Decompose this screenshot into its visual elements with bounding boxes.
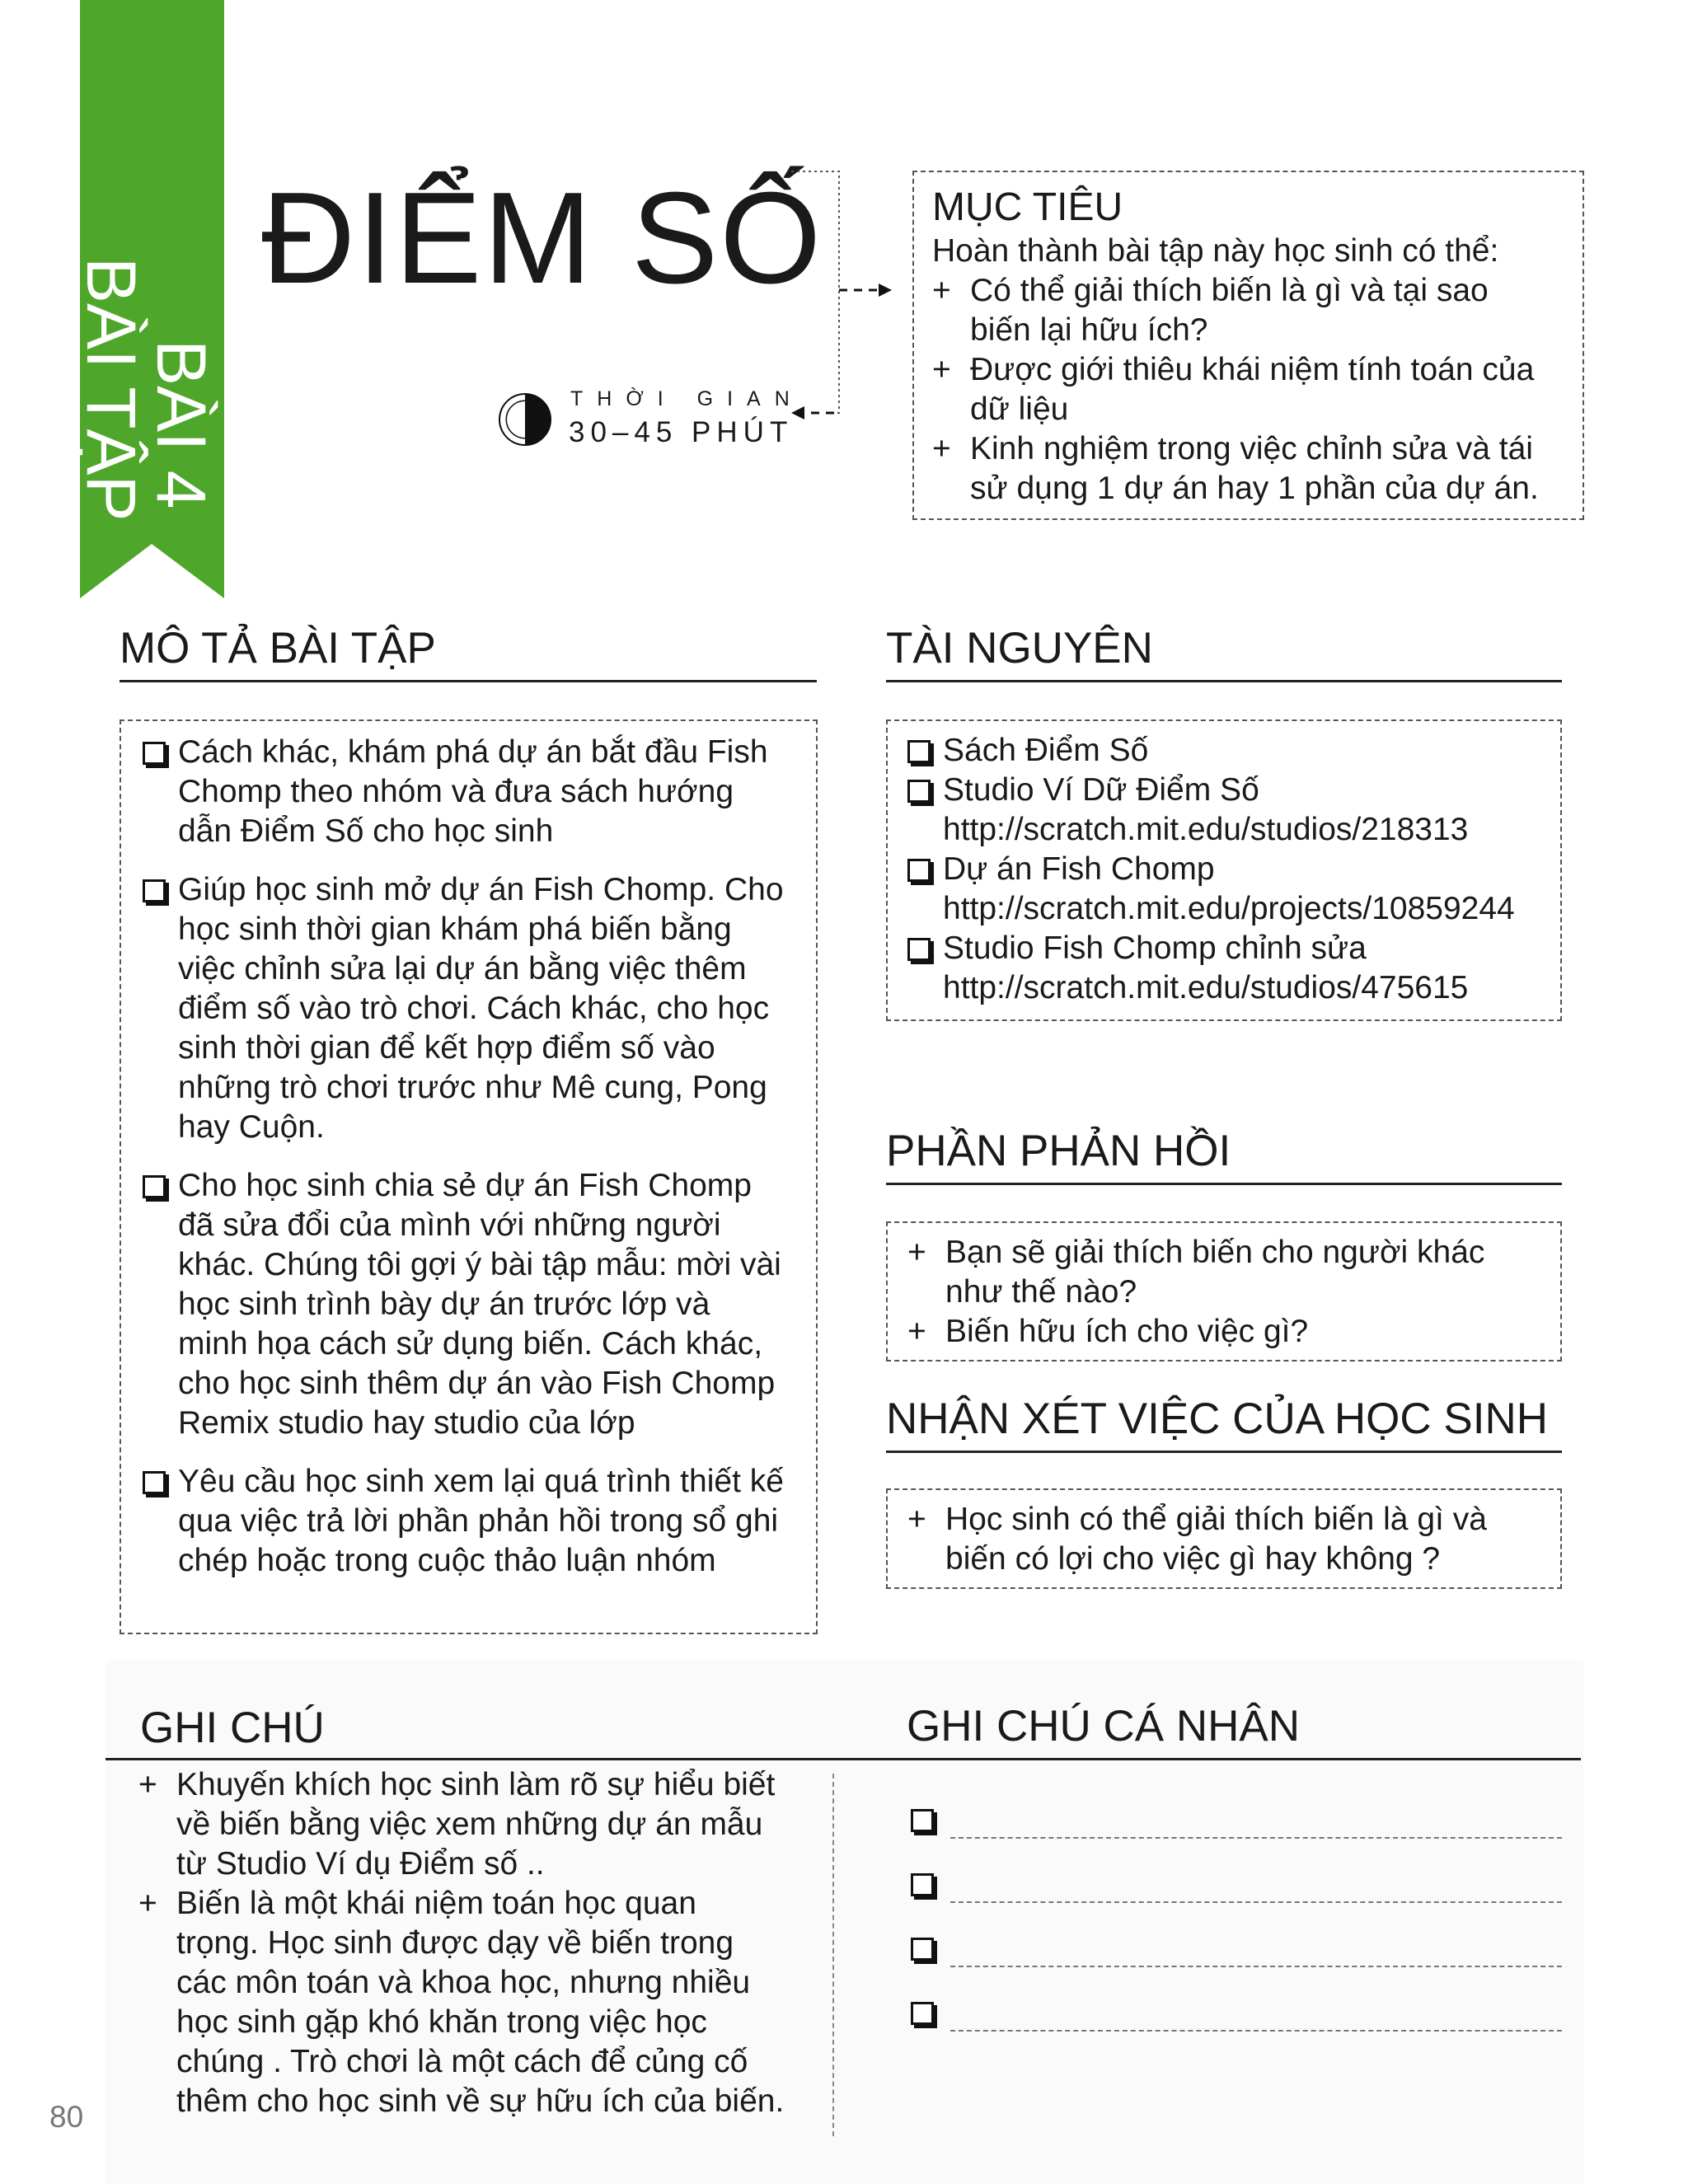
plus-icon: + (907, 1314, 926, 1349)
list-item: + Bạn sẽ giải thích biến cho người khác như thế nào? (907, 1235, 1485, 1310)
plus-icon: + (907, 1502, 926, 1537)
plus-icon: + (932, 352, 951, 387)
resources-box (886, 719, 1562, 1021)
plus-icon: + (932, 431, 951, 466)
personal-note-row (911, 1809, 1562, 1842)
checkbox-icon[interactable] (907, 740, 931, 763)
description-box (120, 719, 818, 1634)
time-label: THỜI GIAN (570, 387, 804, 410)
resource-item: Dự án Fish Chomp http://scratch.mit.edu/projects/10859244 (906, 850, 1542, 929)
feedback-divider (886, 1183, 1562, 1185)
resource-link[interactable]: http://scratch.mit.edu/projects/10859244 (943, 891, 1515, 926)
resource-item: Studio Fish Chomp chỉnh sửa http://scratch.mit.edu/studios/475615 (906, 929, 1542, 1008)
writing-line[interactable] (950, 1837, 1562, 1839)
list-item: + Biến hữu ích cho việc gì? (907, 1312, 1540, 1352)
resource-item: Studio Ví Dữ Điểm Số http://scratch.mit.edu/studios/218313 (906, 771, 1542, 850)
checkbox-icon[interactable] (907, 938, 931, 961)
objectives-box (912, 171, 1584, 520)
ribbon-lesson-number: BÀI 4 (143, 340, 220, 509)
objectives-heading: MỤC TIÊU (932, 185, 1123, 229)
plus-icon: + (138, 1886, 157, 1921)
lesson-ribbon (73, 0, 224, 603)
plus-icon: + (932, 273, 951, 308)
description-divider (120, 680, 817, 682)
page-number: 80 (49, 2100, 84, 2134)
ribbon-lesson-label: BÀI TẬP (73, 257, 150, 522)
arrow-left-icon (791, 406, 804, 419)
time-value: 30–45 PHÚT (569, 416, 794, 448)
resources-heading: TÀI NGUYÊN (886, 624, 1153, 673)
assessment-heading: NHẬN XÉT VIỆC CỦA HỌC SINH (886, 1394, 1548, 1443)
checklist-item: Cách khác, khám phá dự án bắt đầu Fish Chomp theo nhóm và đưa sách hướng dẫn Điểm Số cho học sinh (141, 733, 799, 851)
checkbox-icon[interactable] (143, 1175, 166, 1198)
checkbox-icon[interactable] (143, 1471, 166, 1494)
notes-heading: GHI CHÚ (140, 1704, 325, 1752)
arrow-right-icon (879, 284, 892, 297)
objectives-list (932, 271, 1564, 509)
feedback-box (886, 1221, 1562, 1361)
writing-line[interactable] (950, 2030, 1562, 2032)
list-item: + Kinh nghiệm trong việc chỉnh sửa và tái sử dụng 1 dự án hay 1 phần của dự án. (932, 431, 1539, 506)
notes-divider (106, 1758, 1581, 1760)
notes-list (138, 1765, 814, 2121)
personal-notes-heading: GHI CHÚ CÁ NHÂN (907, 1702, 1301, 1750)
writing-line[interactable] (950, 1901, 1562, 1903)
plus-icon: + (907, 1235, 926, 1270)
checklist-item: Yêu cầu học sinh xem lại quá trình thiết kế qua việc trả lời phần phản hồi trong sổ ghi chép hoặc trong cuộc thảo luận nhóm (141, 1462, 799, 1581)
resource-link[interactable]: http://scratch.mit.edu/studios/218313 (943, 812, 1469, 847)
plus-icon: + (138, 1767, 157, 1802)
connector-arrows (791, 169, 898, 424)
personal-note-row (911, 1873, 1562, 1906)
checkbox-icon[interactable] (907, 859, 931, 882)
resources-divider (886, 680, 1562, 682)
checkbox-icon[interactable] (907, 780, 931, 803)
assessment-box (886, 1488, 1562, 1589)
assessment-divider (886, 1451, 1562, 1453)
checklist-item: Cho học sinh chia sẻ dự án Fish Chomp đã sửa đổi của mình với những người khác. Chúng tôi gợi ý bài tập mẫu: mời vài học sinh trình bày dự án trước lớp và minh họa cách sử dụng biến. Cách khác, cho học sinh thêm dự án vào Fish Chomp Remix studio hay studio của lớp (141, 1166, 799, 1443)
list-item: + Học sinh có thể giải thích biến là gì và biến có lợi cho việc gì hay không ? (907, 1502, 1487, 1577)
description-heading: MÔ TẢ BÀI TẬP (120, 624, 436, 673)
checkbox-icon[interactable] (143, 742, 166, 765)
list-item: + Biến là một khái niệm toán học quan trọng. Học sinh được dạy về biến trong các môn toán và khoa học, nhưng nhiều học sinh gặp khó khăn trong việc học chúng . Trò chơi là một cách để củng cố thêm cho học sinh về sự hữu ích của biến. (138, 1886, 785, 2119)
list-item: + Khuyến khích học sinh làm rõ sự hiểu biết về biến bằng việc xem những dự án mẫu từ Studio Ví dụ Điểm số .. (138, 1767, 776, 1882)
list-item: + Có thể giải thích biến là gì và tại sao biến lại hữu ích? (932, 273, 1489, 348)
notes-separator (832, 1774, 834, 2136)
checkbox-icon[interactable] (911, 2002, 934, 2025)
checkbox-icon[interactable] (911, 1809, 934, 1832)
writing-line[interactable] (950, 1966, 1562, 1967)
list-item: + Được giới thiêu khái niệm tính toán của dữ liệu (932, 352, 1535, 427)
checkbox-icon[interactable] (911, 1938, 934, 1961)
personal-note-row (911, 1938, 1562, 1971)
checklist-item: Giúp học sinh mở dự án Fish Chomp. Cho học sinh thời gian khám phá biến bằng việc chỉnh sửa lại dự án bằng việc thêm điểm số vào trò chơi. Cách khác, cho học sinh thời gian để kết hợp điểm số vào những trò chơi trước như Mê cung, Pong hay Cuộn. (141, 870, 799, 1147)
feedback-heading: PHẦN PHẢN HỒI (886, 1127, 1231, 1175)
resource-item: Sách Điểm Số (906, 731, 1542, 771)
page-title: ĐIỂM SỐ (261, 166, 823, 311)
checkbox-icon[interactable] (911, 1873, 934, 1896)
personal-note-row (911, 2002, 1562, 2035)
half-circle-clock-icon (497, 391, 553, 448)
resource-link[interactable]: http://scratch.mit.edu/studios/475615 (943, 970, 1469, 1005)
checkbox-icon[interactable] (143, 879, 166, 902)
objectives-intro: Hoàn thành bài tập này học sinh có thể: (932, 233, 1499, 269)
